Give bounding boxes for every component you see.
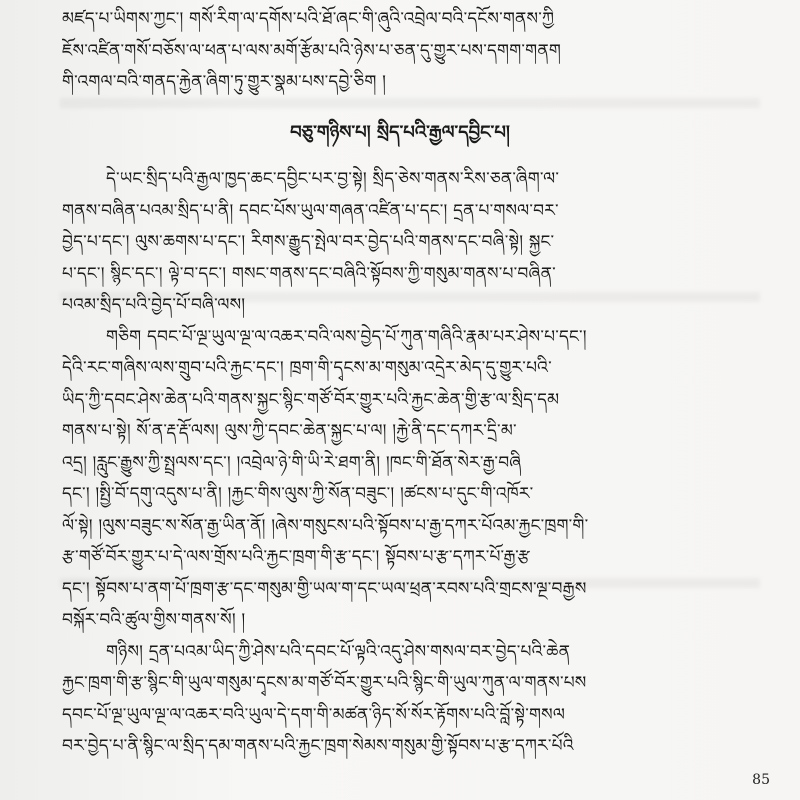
text-line: པའམ་སྲིད་པའི་བྱེད་པོ་བཞི་ལས།	[62, 295, 246, 315]
text-line: དེ་ཡང་སྲིད་པའི་རྒྱལ་ཁྱད་ཆང་དབྱིང་པར་བྱ་སྟེ། སྲིད་ཅེས་གནས་རིས་ཅན་ཞིག་ལ་	[106, 169, 560, 189]
text-line: བྱེད་པ་དང་། ལུས་ཆགས་པ་དང་། རིགས་རྒྱུད་སྤེལ་བར་བྱེད་པའི་གནས་དང་བཞི་སྟེ། སྐྱང་	[62, 232, 555, 252]
page-number: 85	[752, 772, 770, 788]
text-line: རྐྱང་ཁྲག་གི་རྩ་སྙིང་གི་ཡུལ་གསུམ་དྭངས་མ་གཙོ་བོར་གྱུར་པའི་སྙིང་གི་ཡུལ་ཀུན་ལ་གནས་པས	[62, 673, 587, 693]
text-line: དང་། །སྤྱི་བོ་དགུ་འདུས་པ་ནི། །རྐྱང་གིས་ལུས་ཀྱི་སོན་བཟུང་། །ཚངས་པ་དུང་གི་འཁོར་	[62, 484, 534, 504]
text-line: མཛད་པ་ཡིགས་ཀྱང་། གསོ་རིག་ལ་དགོས་པའི་ཐོ་ཞང་གི་ཞུའི་འབྲེལ་བའི་དངོས་གནས་ཀྱི	[62, 9, 555, 29]
text-line: དེའི་རང་གཞིས་ལས་གྲུབ་པའི་རྐྱང་དང་། ཁྲག་གི་དྭངས་མ་གསུམ་འདྲེར་མེད་དུ་གྱུར་པའི་	[62, 358, 552, 378]
paragraph-1	[62, 164, 766, 322]
body-text	[62, 164, 766, 763]
text-line: གཅིག དབང་པོ་ལྔ་ཡུལ་ལྔ་ལ་འཆར་བའི་ལས་བྱེད་པོ་ཀུན་གཞིའི་རྣམ་པར་ཤེས་པ་དང་།	[106, 326, 587, 347]
top-paragraph	[62, 4, 766, 99]
text-line: དབང་པོ་ལྔ་ཡུལ་ལྔ་ལ་འཆར་བའི་ཡུལ་དེ་དག་གི་མཚན་ཉིད་སོ་སོར་རྟོགས་པའི་བློ་སྟེ་གསལ	[62, 704, 566, 725]
text-line: གནས་བཞིན་པའམ་སྲིད་པ་ནི། དབང་པོས་ཡུལ་གཞན་འཛིན་པ་དང་། དྲན་པ་གསལ་བར་	[62, 200, 559, 221]
text-line: ཇོས་འཛིན་གསོ་བཅོས་ལ་ཕན་པ་ལས་མགོ་རྩོམ་པའི་ཉེས་པ་ཅན་དུ་གྱུར་པས་དགག་གནག	[62, 40, 562, 61]
text-line: བསྐོར་བའི་ཚུལ་གྱིས་གནས་སོ། །	[62, 610, 246, 630]
text-line: ལོ་སྟེ། །ལུས་བཟུང་ས་སོན་རྒྱ་ཡིན་ནོ། །ཞེས་གསུངས་པའི་སྟོབས་པ་རྒྱ་དཀར་པོའམ་རྐྱང་ཁྲག་གི་	[62, 515, 589, 536]
chapter-heading: བཅུ་གཉིས་པ། སྲིད་པའི་རྒྱལ་དབྱིང་པ།	[290, 122, 510, 143]
text-line: གཉིས། དྲན་པའམ་ཡིད་ཀྱི་ཤེས་པའི་དབང་པོ་ལྟའི་འདུ་ཤེས་གསལ་བར་བྱེད་པའི་ཆེན	[106, 641, 571, 662]
text-line: གནས་པ་སྟེ། སོ་ན་རྡ་རྡོ་ལས། ལུས་ཀྱི་དབང་ཆེན་སྐྱང་པ་ལ། །རྐྱེ་ནི་དང་དཀར་དྲི་མ་	[62, 421, 517, 441]
text-line: བར་བྱེད་པ་ནི་སྙིང་ལ་སྲིད་དམ་གནས་པའི་རྐྱང་ཁྲག་སེམས་གསུམ་གྱི་སྟོབས་པ་རྩ་དཀར་པོའི	[62, 736, 574, 756]
text-line: དང་། སྟོབས་པ་ནག་པོ་ཁྲག་རྩ་དང་གསུམ་གྱི་ཡལ་ག་དང་ཡལ་ཕྲན་རབས་པའི་གྲངས་ལྔ་བརྒྱས	[62, 578, 587, 599]
text-line: པ་དང་། སྙིང་དང་། ལྟེ་བ་དང་། གསང་གནས་དང་བཞིའི་སྟོབས་ཀྱི་གསུམ་གནས་པ་བཞིན་	[62, 263, 556, 284]
text-line: འདྲ། །རླུང་རྒྱུས་ཀྱི་སྤྲལས་དང་། །འབྲེལ་ཉེ་གི་ཡི་རེ་ཐག་ནི། །ཁང་གི་ཐོན་སེར་རྒྱ་བཞི	[62, 452, 522, 473]
paragraph-2	[62, 322, 766, 637]
show-through-shadow	[60, 98, 760, 108]
text-line: ཡིད་ཀྱི་དབང་ཤེས་ཆེན་པའི་གནས་སྐྱང་སྙིང་གཙོ་བོར་གྱུར་པའི་རྐྱང་ཆེན་གྱི་རྩ་ལ་སྲིད་དམ	[62, 389, 560, 410]
paragraph-3	[62, 637, 766, 763]
text-line: རྩ་གཙོ་བོར་གྱུར་པ་དེ་ལས་གྲོས་པའི་རྐྱང་ཁྲག་གི་རྩ་དང་། སྟོབས་པ་རྩ་དཀར་པོ་རྒྱ་རྩ	[62, 547, 530, 567]
text-line: གི་འགལ་བའི་གནད་རྐྱེན་ཞིག་ཏུ་གྱུར་སྣམ་པས་དབྱེ་ཅིག །	[62, 72, 387, 92]
